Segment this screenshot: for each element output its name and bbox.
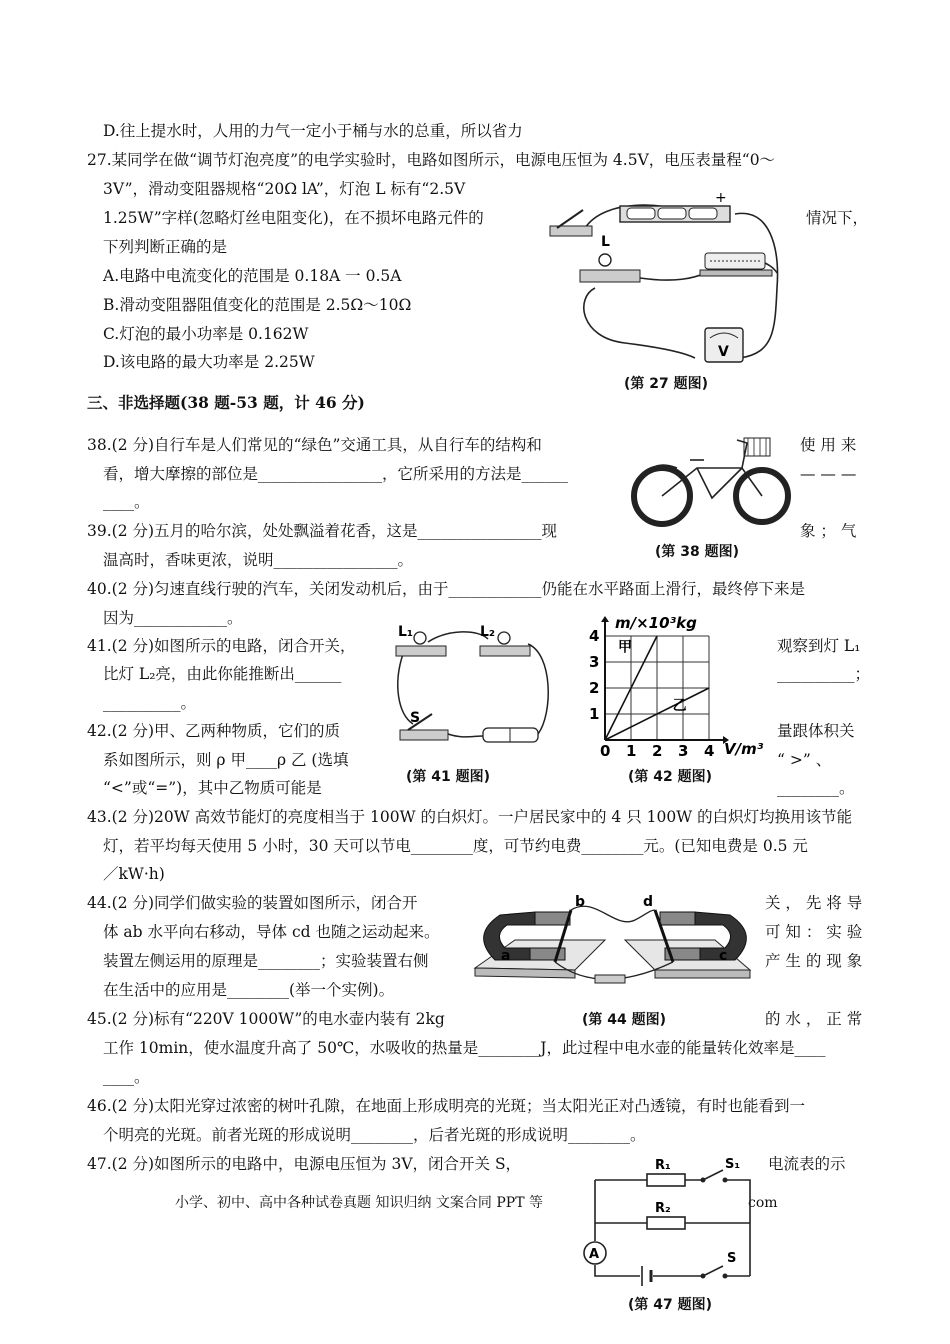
- y-tick-label: 1: [589, 705, 600, 723]
- q27-option-d: D.该电路的最大功率是 2.25W: [103, 353, 315, 371]
- q44-stem-4: 在生活中的应用是________(举一个实例)。: [103, 981, 395, 999]
- l2-label: L₂: [480, 624, 496, 640]
- q43-stem: 43.(2 分)20W 高效节能灯的亮度相当于 100W 的白炽灯。一户居民家中的 4 只 100W 的白炽灯均换用该节能: [87, 808, 853, 826]
- q26-option-d: D.往上提水时，人用的力气一定小于桶与水的总重，所以省力: [103, 122, 523, 140]
- label-c: c: [719, 948, 728, 964]
- q40-stem-2: 因为____________。: [103, 609, 243, 627]
- q44-stem-3-right: 产 生 的 现 象: [765, 952, 863, 970]
- q47-stem: 47.(2 分)如图所示的电路中，电源电压恒为 3V，闭合开关 S，: [87, 1155, 522, 1173]
- q45-stem-right: 的 水 ， 正 常: [765, 1010, 863, 1028]
- q42-stem: 42.(2 分)甲、乙两种物质，它们的质: [87, 722, 341, 740]
- q40-stem: 40.(2 分)匀速直线行驶的汽车，关闭发动机后，由于____________仍能在水平路面上滑行，最终停下来是: [87, 580, 806, 598]
- q41-stem: 41.(2 分)如图所示的电路，闭合开关，: [87, 637, 356, 655]
- series-label-1: 甲: [618, 639, 632, 656]
- q44-stem-2-right: 可 知 ： 实 验: [765, 923, 863, 941]
- s-label: S: [410, 710, 421, 726]
- y-tick-label: 2: [589, 679, 600, 697]
- y-tick-label: 4: [589, 627, 600, 645]
- q44-stem-right: 关 ， 先 将 导: [765, 894, 863, 912]
- x-tick-label: 4: [704, 742, 715, 760]
- voltmeter-label: V: [718, 344, 729, 360]
- figure-42-caption: (第 42 题图): [628, 769, 713, 785]
- figure-27-caption: (第 27 题图): [624, 376, 709, 392]
- figure-44-caption: (第 44 题图): [582, 1012, 667, 1028]
- q27-option-a: A.电路中电流变化的范围是 0.18A 一 0.5A: [103, 267, 402, 285]
- s-label: S: [727, 1251, 737, 1266]
- figure-38-bicycle: [632, 428, 792, 528]
- q41-stem-2: 比灯 L₂亮，由此你能推断出______: [103, 665, 342, 683]
- footer-text: 小学、初中、高中各种试卷真题 知识归纳 文案合同 PPT 等: [175, 1195, 543, 1211]
- figure-41-caption: (第 41 题图): [406, 769, 491, 785]
- q41-stem-right: 观察到灯 L₁: [777, 637, 861, 655]
- q38-stem-right: 使 用 来: [800, 436, 857, 454]
- y-axis-arrow: [601, 616, 609, 622]
- q27-stem-3-right: 情况下，: [806, 209, 869, 227]
- q44-stem-2: 体 ab 水平向右移动，导体 cd 也随之运动起来。: [103, 923, 440, 941]
- section-heading: 三、非选择题(38 题-53 题，计 46 分): [87, 393, 365, 412]
- label-d: d: [643, 894, 654, 910]
- q42-stem-3-right: ________。: [777, 779, 855, 797]
- q38-stem: 38.(2 分)自行车是人们常见的“绿色”交通工具，从自行车的结构和: [87, 436, 542, 454]
- r1-label: R₁: [655, 1158, 671, 1173]
- q45-stem-2: 工作 10min，使水温度升高了 50℃，水吸收的热量是________J，此过程中电水壶的能量转化效率是____: [103, 1039, 826, 1057]
- series-label-2: 乙: [672, 698, 687, 715]
- x-tick-label: 0: [600, 742, 611, 760]
- q43-stem-2: 灯，若平均每天使用 5 小时，30 天可以节电________度，可节约电费________元。(已知电费是 0.5 元: [103, 837, 808, 855]
- plus-label: +: [715, 190, 727, 206]
- q27-stem-4: 下列判断正确的是: [103, 238, 228, 256]
- label-b: b: [575, 894, 586, 910]
- q38-stem-2: 看，增大摩擦的部位是________________，它所采用的方法是______: [103, 465, 569, 483]
- q47-stem-right: 电流表的示: [768, 1155, 846, 1173]
- chart-axes: [601, 616, 729, 744]
- q42-stem-2: 系如图所示，则 ρ 甲____ρ 乙 (选填: [103, 751, 349, 769]
- q46-stem-2: 个明亮的光斑。前者光斑的形成说明________，后者光斑的形成说明________。: [103, 1126, 646, 1144]
- x-tick-label: 2: [652, 742, 663, 760]
- q39-stem-2: 温高时，香味更浓，说明________________。: [103, 551, 414, 569]
- q42-stem-right: 量跟体积关: [777, 722, 855, 740]
- s1-label: S₁: [725, 1157, 741, 1172]
- q39-stem-right: 象 ； 气: [800, 522, 857, 540]
- lamp-label: L: [601, 234, 610, 250]
- figure-41-circuit: [388, 624, 556, 759]
- q43-stem-3: ／kW·h): [103, 865, 165, 883]
- q27-option-b: B.滑动变阻器阻值变化的范围是 2.5Ω～10Ω: [103, 296, 412, 314]
- y-axis-label: m/×10³kg: [615, 614, 697, 632]
- l1-label: L₁: [398, 624, 414, 640]
- figure-47-circuit: [575, 1158, 760, 1288]
- figure-27-circuit: [545, 188, 785, 368]
- q44-stem: 44.(2 分)同学们做实验的装置如图所示，闭合开: [87, 894, 418, 912]
- x-tick-label: 1: [626, 742, 637, 760]
- footer-text-right: com: [748, 1195, 778, 1211]
- q44-stem-3: 装置左侧运用的原理是________；实验装置右侧: [103, 952, 429, 970]
- q27-stem-3: 1.25W”字样(忽略灯丝电阻变化)，在不损坏电路元件的: [103, 209, 484, 227]
- figure-47-caption: (第 47 题图): [628, 1297, 713, 1313]
- y-tick-label: 3: [589, 653, 600, 671]
- label-a: a: [501, 948, 511, 964]
- x-tick-label: 3: [678, 742, 689, 760]
- q39-stem: 39.(2 分)五月的哈尔滨，处处飘溢着花香，这是________________现: [87, 522, 558, 540]
- q27-stem: 27.某同学在做“调节灯泡亮度”的电学实验时，电路如图所示，电源电压恒为 4.5V，电压表量程“0～: [87, 151, 776, 169]
- x-axis-label: V/m³: [724, 740, 764, 758]
- r2-label: R₂: [655, 1201, 671, 1216]
- figure-42-chart: [585, 612, 765, 762]
- q38-stem-3: ____。: [103, 493, 150, 511]
- q42-stem-3: “<”或“=”)，其中乙物质可能是: [103, 779, 322, 797]
- q38-stem-2-right: — — —: [800, 465, 857, 483]
- q27-stem-2: 3V”，滑动变阻器规格“20Ω lA”，灯泡 L 标有“2.5V: [103, 180, 466, 198]
- ammeter-label: A: [589, 1247, 600, 1262]
- figure-44-apparatus: [475, 890, 755, 998]
- q45-stem: 45.(2 分)标有“220V 1000W”的电水壶内装有 2kg: [87, 1010, 445, 1028]
- q45-stem-3: ____。: [103, 1068, 150, 1086]
- q46-stem: 46.(2 分)太阳光穿过浓密的树叶孔隙，在地面上形成明亮的光斑；当太阳光正对凸透镜，有时也能看到一: [87, 1097, 806, 1115]
- q41-stem-2-right: __________；: [777, 665, 871, 683]
- q27-option-c: C.灯泡的最小功率是 0.162W: [103, 325, 309, 343]
- q41-stem-3: __________。: [103, 694, 197, 712]
- figure-38-caption: (第 38 题图): [655, 544, 740, 560]
- q42-stem-2-right: “ >” 、: [777, 751, 832, 769]
